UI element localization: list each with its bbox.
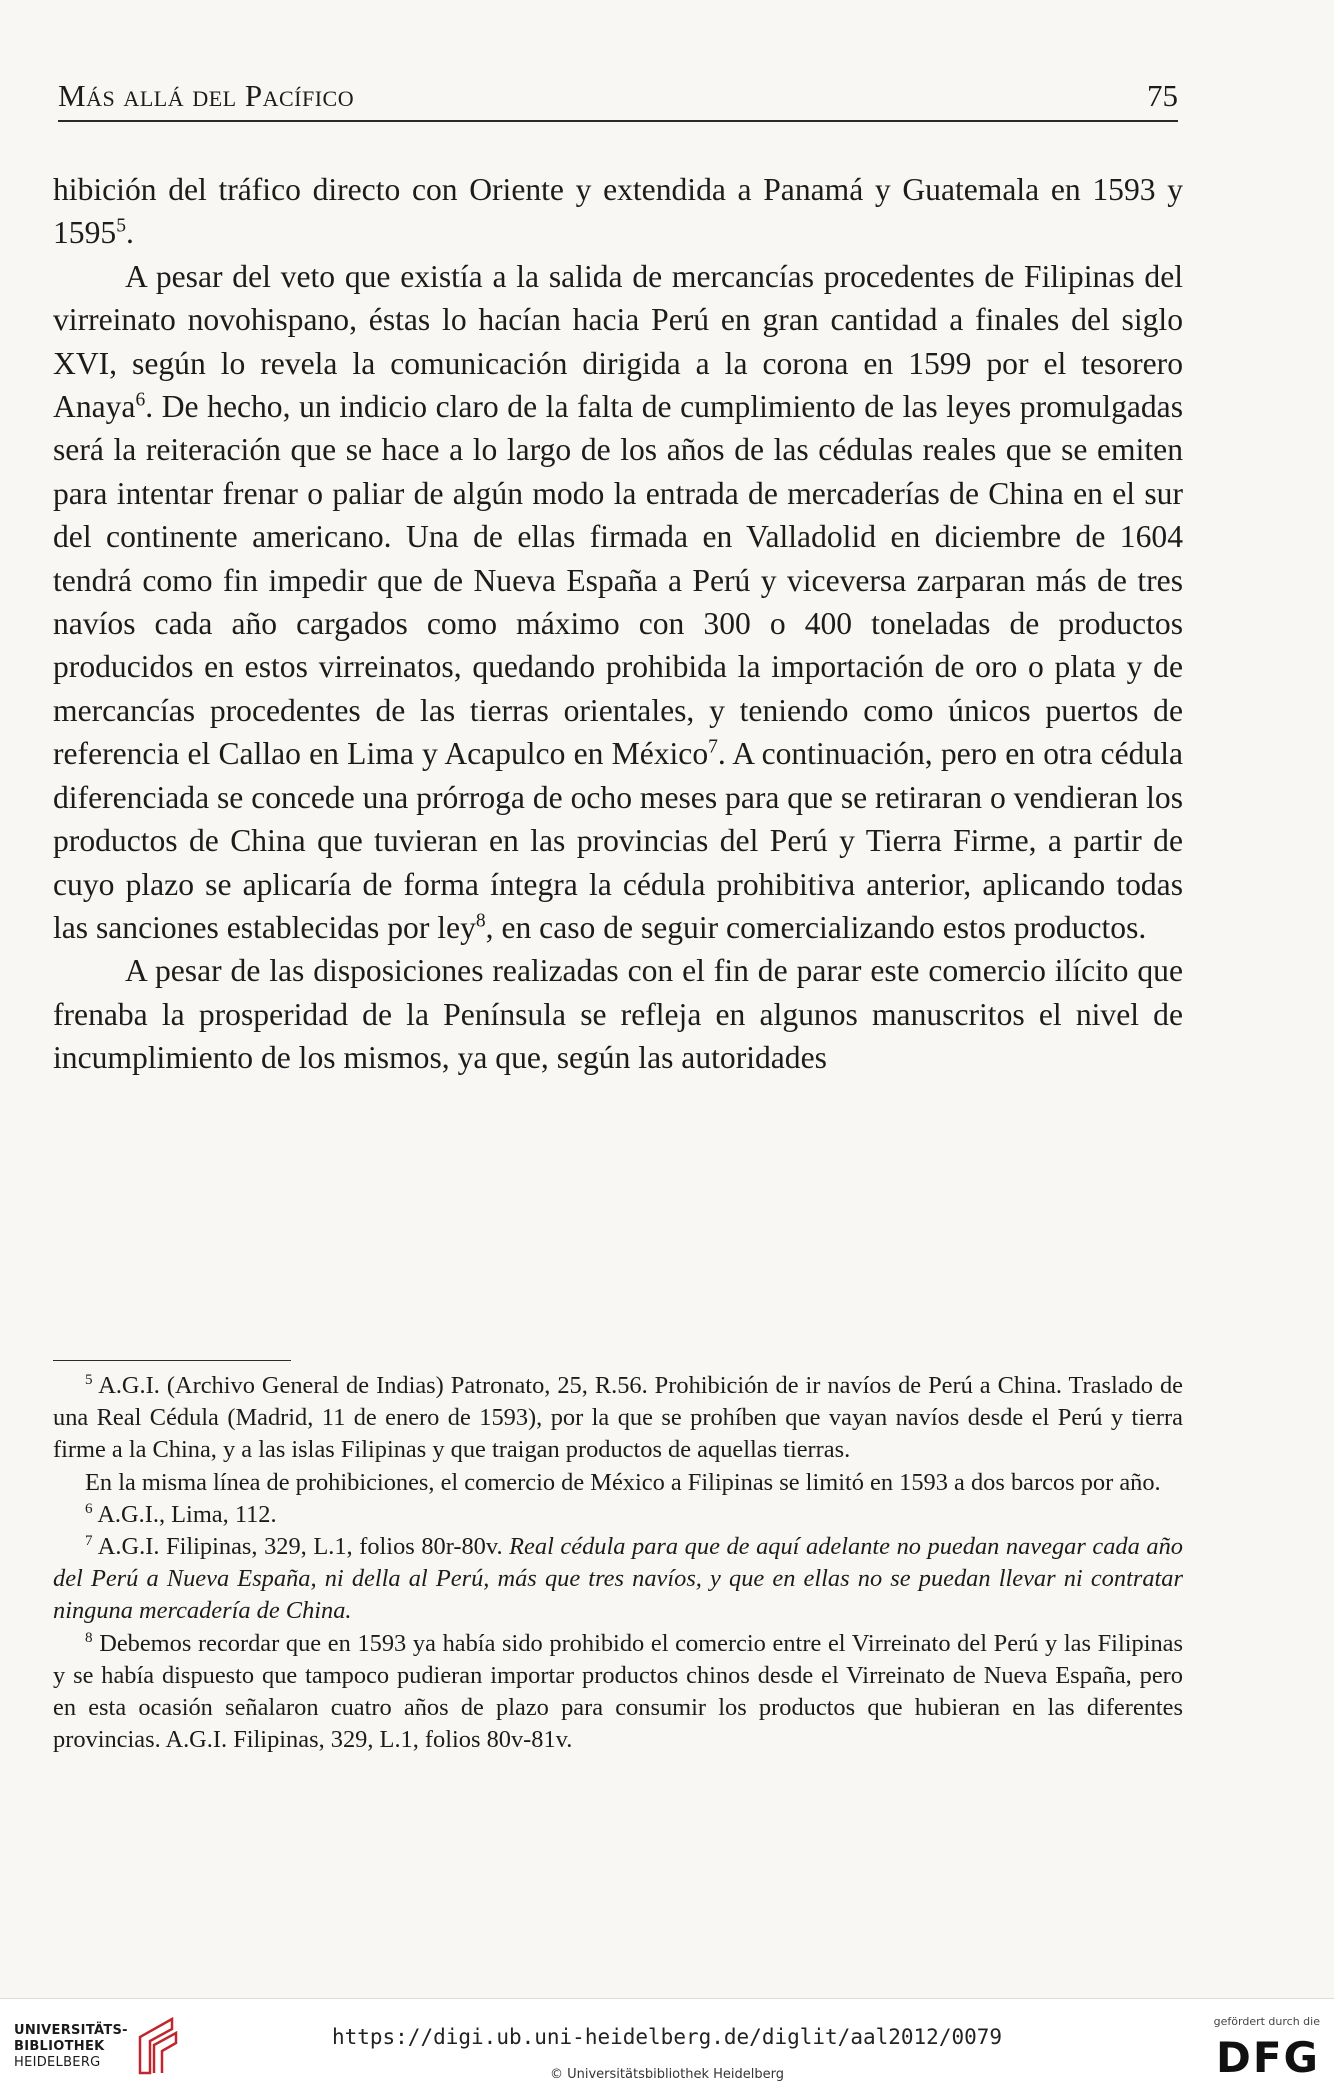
digitization-footer — [0, 1998, 1334, 2100]
footnote-5-text: A.G.I. (Archivo General de Indias) Patronato, 25, R.56. Prohibición de ir navíos de Perú a China. Traslado de una Real Cédula (Madrid, 11 de enero de 1593), por la que se prohíben que vayan navíos desde el Perú y tierra firme a la China, y a las islas Filipinas y que traigan productos de aquellas tierras. — [53, 1372, 1183, 1464]
footnotes — [53, 1370, 1183, 1756]
footnote-ref-5: 5 — [116, 215, 126, 237]
page-number: 75 — [1147, 78, 1178, 113]
running-head-title: Más allá del Pacífico — [58, 78, 355, 113]
paragraph-2-text-b: . De hecho, un indicio claro de la falta de cumplimiento de las leyes promulgadas será la reiteración que se hace a lo largo de los años de las cédulas reales que se emiten para intentar frenar o paliar de algún modo la entrada de mercaderías de China en el sur del continente americano. Una de ellas firmada en Valladolid en diciembre de 1604 tendrá como fin impedir que de Nueva España a Perú y viceversa zarparan más de tres navíos cada año cargados como máximo con 300 o 400 toneladas de productos producidos en estos virreinatos, quedando prohibida la importación de oro o plata y de mercancías procedentes de las tierras orientales, y teniendo como únicos puertos de referencia el Callao en Lima y Acapulco en México — [53, 389, 1183, 772]
footnote-separator — [53, 1360, 291, 1361]
paragraph-3: A pesar de las disposiciones realizadas con el fin de parar este comercio ilícito que frenaba la prosperidad de la Península se refleja en algunos manuscritos el nivel de incumplimiento de los mismos, ya que, según las autoridades — [53, 953, 1183, 1076]
running-head — [58, 74, 1178, 122]
paragraph-1-text: hibición del tráfico directo con Oriente y extendida a Panamá y Guatemala en 1593 y 1595 — [53, 172, 1183, 251]
footnote-6-text: A.G.I., Lima, 112. — [92, 1500, 277, 1528]
footnote-ref-7: 7 — [708, 736, 718, 758]
footnote-7-italic: Real cédula para que de aquí adelante no puedan navegar cada año del Perú a Nueva España, ni della al Perú, más que tres navíos, y que en ellas no se puedan llevar ni contratar ninguna mercadería de China. — [53, 1533, 1183, 1625]
footnote-5-mark: 5 — [85, 1371, 93, 1388]
footnote-6-mark: 6 — [85, 1500, 93, 1517]
footnote-ref-8: 8 — [475, 910, 486, 932]
dfg-logo[interactable] — [1190, 2015, 1320, 2089]
footnote-ref-6: 6 — [135, 389, 146, 411]
paragraph-1 — [53, 168, 1183, 255]
footnote-5 — [53, 1370, 1183, 1467]
paragraph-1-end: . — [125, 215, 134, 251]
footnote-7-text: A.G.I. Filipinas, 329, L.1, folios 80r-80v. — [92, 1533, 510, 1561]
paragraph-2 — [53, 255, 1183, 950]
footnote-8-text: Debemos recordar que en 1593 ya había sido prohibido el comercio entre el Virreinato del Perú y las Filipinas y se había dispuesto que tampoco pudieran importar productos chinos desde el Virreinato de Nueva España, pero en esta ocasión señalaron cuatro años de plazo para consumir los productos que hubieran en las diferentes provincias. A.G.I. Filipinas, 329, L.1, folios 80v-81v. — [53, 1629, 1183, 1754]
footnote-7-mark: 7 — [85, 1532, 93, 1549]
footnote-6 — [53, 1499, 1183, 1531]
body-text — [53, 168, 1183, 1080]
paragraph-2-text-c: . A continuación, pero en otra cédula diferenciada se concede una prórroga de ocho meses para que se retiraran o vendieran los productos de China que tuvieran en las provincias del Perú y Tierra Firme, a partir de cuyo plazo se aplicaría de forma íntegra la cédula prohibitiva anterior, aplicando todas las sanciones establecidas por ley — [53, 736, 1183, 945]
library-name-line-2: BIBLIOTHEK — [14, 2039, 105, 2054]
footnote-8 — [53, 1628, 1183, 1757]
paragraph-2-text-a: A pesar del veto que existía a la salida de mercancías procedentes de Filipinas del virreinato novohispano, éstas lo hacían hacia Perú en gran cantidad a finales del siglo XVI, según lo revela la comunicación dirigida a la corona en 1599 por el tesorero Anaya — [53, 258, 1183, 425]
footnote-5-continuation: En la misma línea de prohibiciones, el comercio de México a Filipinas se limitó en 1593 a dos barcos por año. — [85, 1468, 1161, 1496]
library-name-line-3: HEIDELBERG — [14, 2055, 101, 2070]
dfg-logo-text: DFG — [1215, 2033, 1320, 2082]
funder-caption: gefördert durch die — [1213, 2015, 1320, 2028]
permalink-url[interactable]: https://digi.ub.uni-heidelberg.de/diglit/aal2012/0079 — [331, 2025, 1003, 2049]
library-name-line-1: UNIVERSITÄTS- — [14, 2023, 128, 2038]
footnote-7 — [53, 1531, 1183, 1628]
copyright-notice: © Universitätsbibliothek Heidelberg — [549, 2067, 784, 2082]
paragraph-2-text-d: , en caso de seguir comercializando estos productos. — [485, 909, 1147, 945]
footnote-8-mark: 8 — [85, 1629, 93, 1646]
